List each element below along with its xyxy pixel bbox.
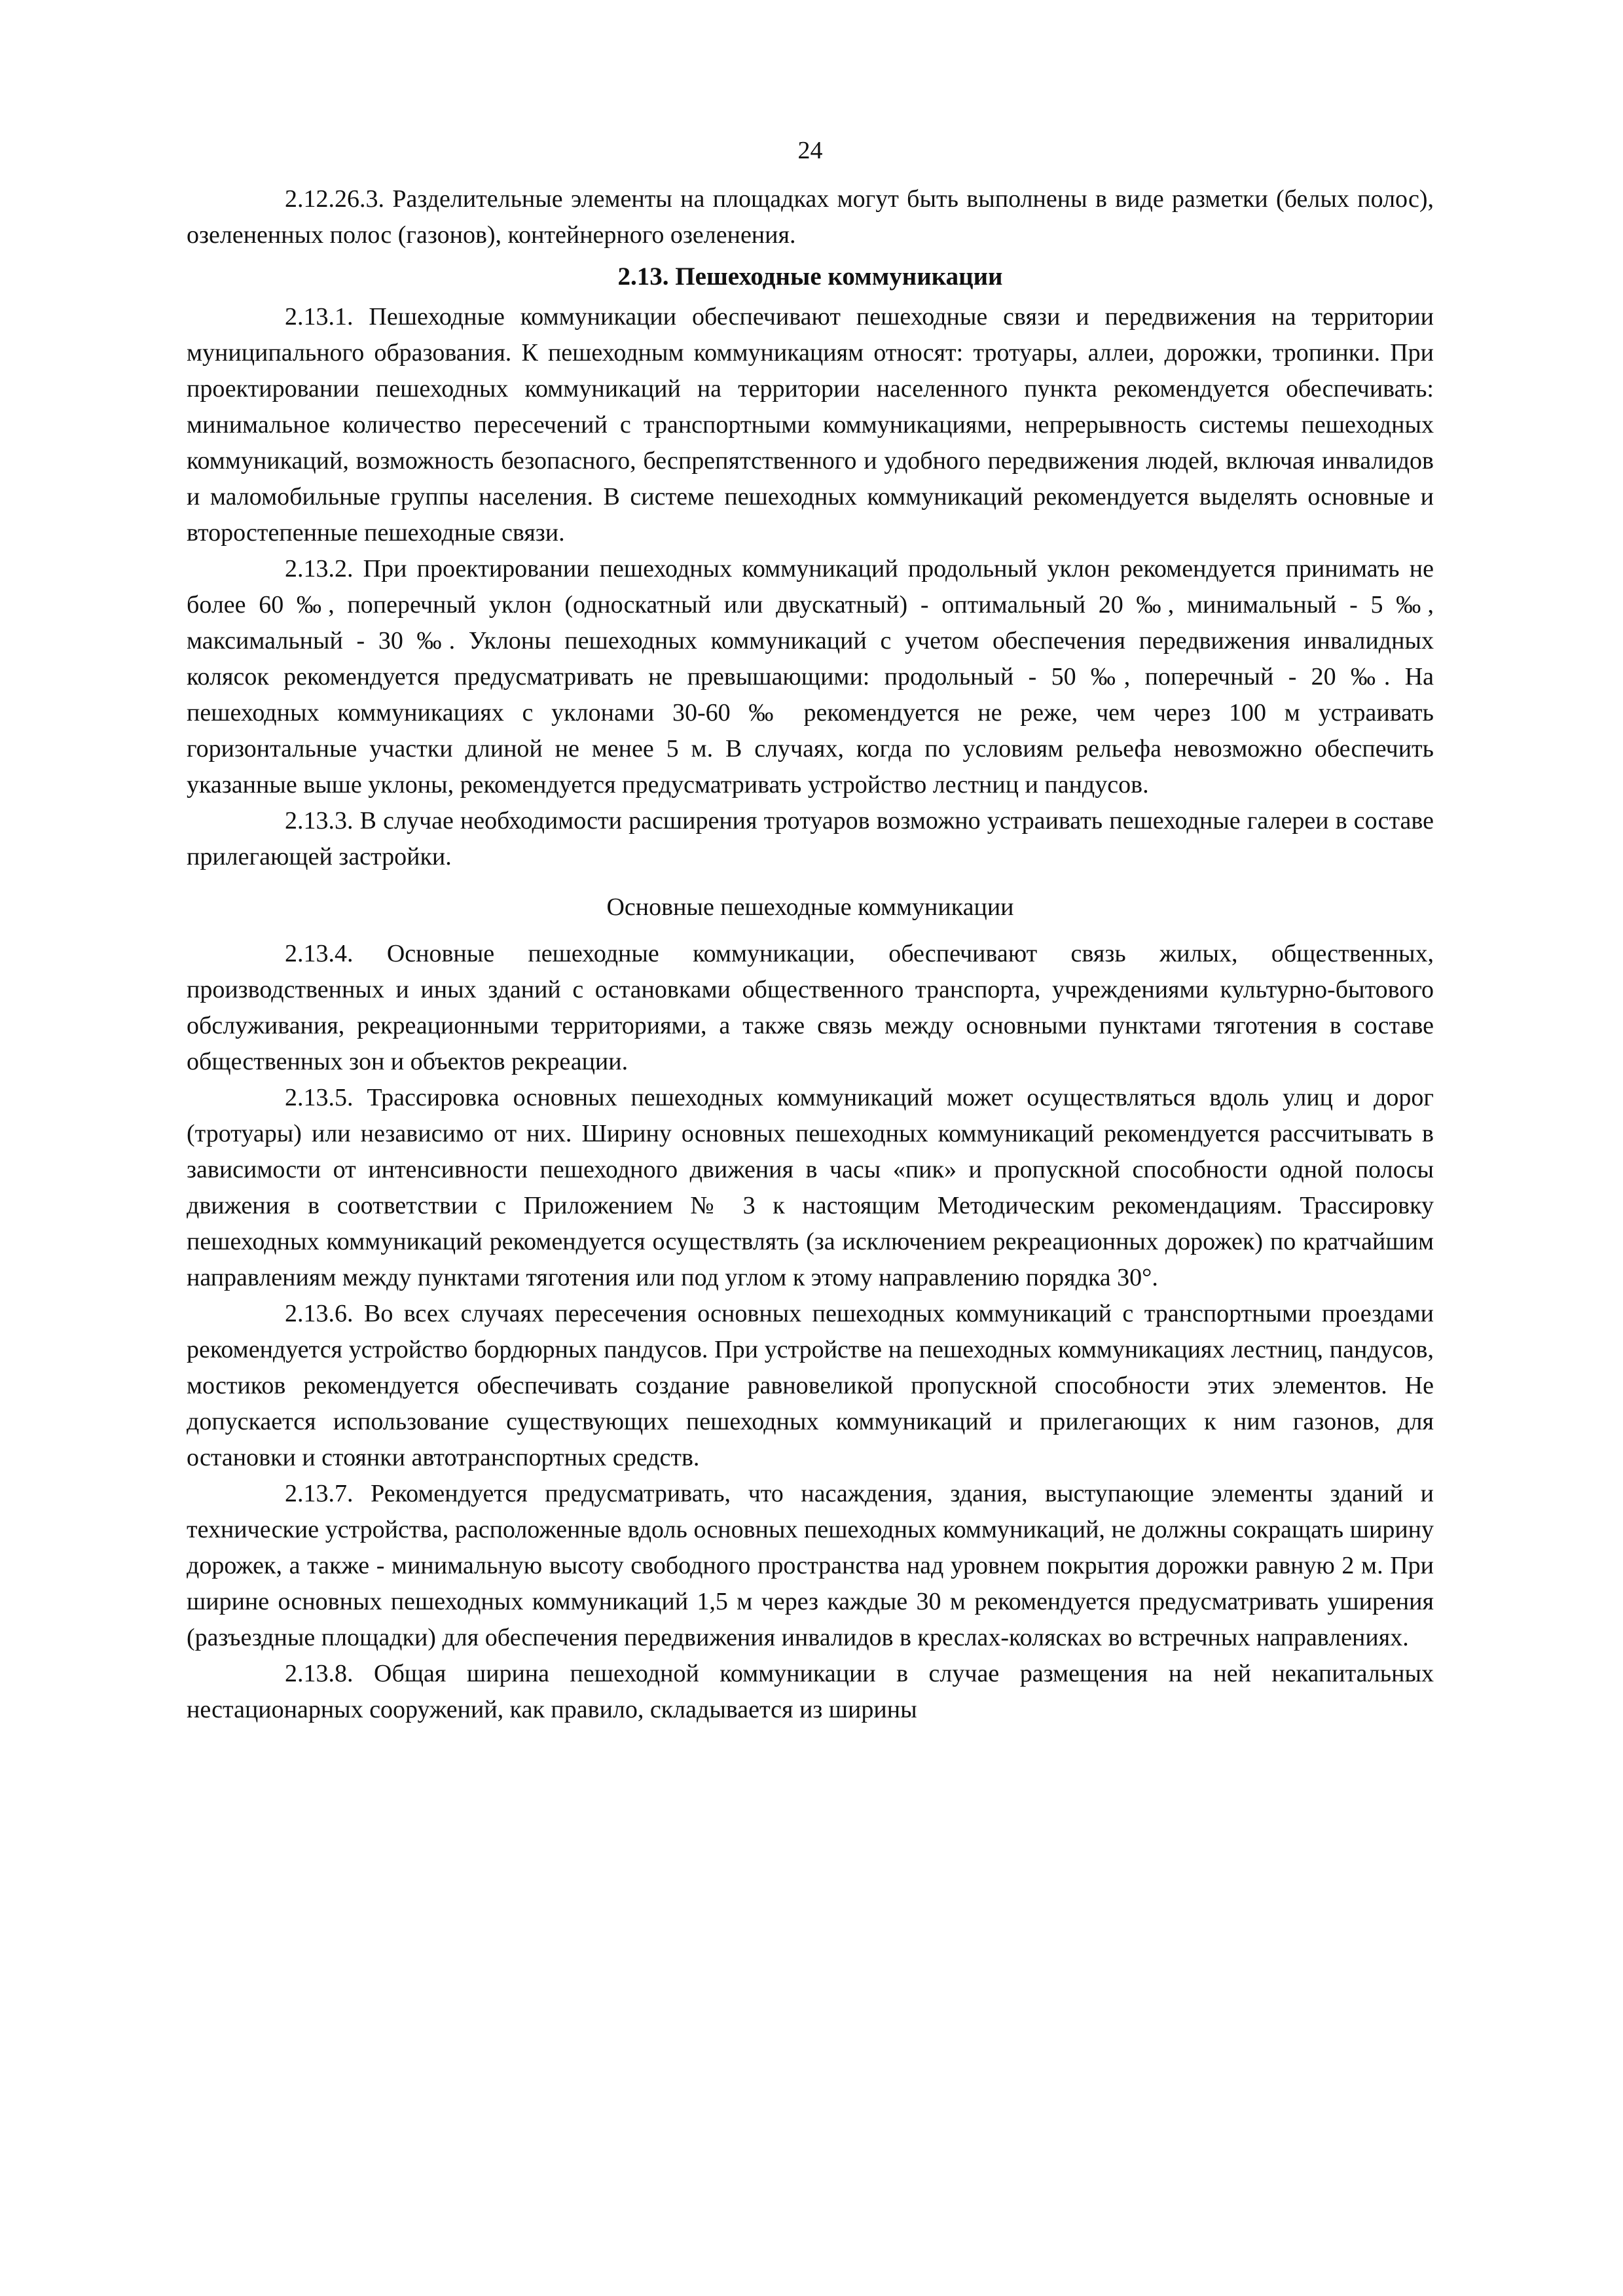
paragraph-2-13-5: [187, 1080, 1434, 1296]
paragraph-text: Общая ширина пешеходной коммуникации в случае размещения на ней некапитальных нестационарных сооружений, как правило, складывается из ширины: [187, 1660, 1434, 1723]
paragraph-number: 2.12.26.3.: [285, 185, 384, 213]
paragraph-text: Пешеходные коммуникации обеспечивают пешеходные связи и передвижения на территории муниципального образования. К пешеходным коммуникациям относят: тротуары, аллеи, дорожки, тропинки. При проектировании пешеходных коммуникаций на территории населенного пункта рекомендуется обеспечивать: минимальное количество пересечений с транспортными коммуникациями, непрерывность системы пешеходных коммуникаций, возможность безопасного, беспрепятственного и удобного передвижения людей, включая инвалидов и маломобильные группы населения. В системе пешеходных коммуникаций рекомендуется выделять основные и второстепенные пешеходные связи.: [187, 303, 1434, 547]
paragraph-number: 2.13.2.: [285, 555, 354, 583]
paragraph-number: 2.13.5.: [285, 1084, 354, 1111]
paragraph-text: Разделительные элементы на площадках могут быть выполнены в виде разметки (белых полос), озелененных полос (газонов), контейнерного озеленения.: [187, 185, 1434, 249]
paragraph-2-13-7: [187, 1476, 1434, 1656]
paragraph-number: 2.13.8.: [285, 1660, 354, 1687]
paragraph-number: 2.13.7.: [285, 1480, 354, 1507]
paragraph-2-13-8: [187, 1656, 1434, 1728]
paragraph-number: 2.13.3.: [285, 807, 354, 834]
paragraph-number: 2.13.6.: [285, 1300, 354, 1327]
paragraph-2-13-6: [187, 1296, 1434, 1476]
subsection-heading: Основные пешеходные коммуникации: [606, 893, 1014, 921]
paragraph-2-13-3: [187, 803, 1434, 875]
paragraph-2-12-26-3: [187, 181, 1434, 253]
paragraph-text: Во всех случаях пересечения основных пешеходных коммуникаций с транспортными проездами рекомендуется устройство бордюрных пандусов. При устройстве на пешеходных коммуникациях лестниц, пандусов, мостиков рекомендуется обеспечивать создание равновеликой пропускной способности этих элементов. Не допускается использование существующих пешеходных коммуникаций и прилегающих к ним газонов, для остановки и стоянки автотранспортных средств.: [187, 1300, 1434, 1471]
paragraph-text: При проектировании пешеходных коммуникаций продольный уклон рекомендуется принимать не более 60 ‰, поперечный уклон (односкатный или двускатный) - оптимальный 20 ‰, минимальный - 5 ‰, максимальный - 30 ‰. Уклоны пешеходных коммуникаций с учетом обеспечения передвижения инвалидных колясок рекомендуется предусматривать не превышающими: продольный - 50 ‰, поперечный - 20 ‰. На пешеходных коммуникациях с уклонами 30-60 ‰ рекомендуется не реже, чем через 100 м устраивать горизонтальные участки длиной не менее 5 м. В случаях, когда по условиям рельефа невозможно обеспечить указанные выше уклоны, рекомендуется предусматривать устройство лестниц и пандусов.: [187, 555, 1434, 798]
paragraph-text: В случае необходимости расширения тротуаров возможно устраивать пешеходные галереи в составе прилегающей застройки.: [187, 807, 1434, 870]
paragraph-text: Трассировка основных пешеходных коммуникаций может осуществляться вдоль улиц и дорог (тротуары) или независимо от них. Ширину основных пешеходных коммуникаций рекомендуется рассчитывать в зависимости от интенсивности пешеходного движения в часы «пик» и пропускной способности одной полосы движения в соответствии с Приложением № 3 к настоящим Методическим рекомендациям. Трассировку пешеходных коммуникаций рекомендуется осуществлять (за исключением рекреационных дорожек) по кратчайшим направлениям между пунктами тяготения или под углом к этому направлению порядка 30°.: [187, 1084, 1434, 1291]
paragraph-number: 2.13.4.: [285, 940, 354, 967]
paragraph-text: Основные пешеходные коммуникации, обеспечивают связь жилых, общественных, производственных и иных зданий с остановками общественного транспорта, учреждениями культурно-бытового обслуживания, рекреационными территориями, а также связь между основными пунктами тяготения в составе общественных зон и объектов рекреации.: [187, 940, 1434, 1075]
paragraph-2-13-1: [187, 299, 1434, 551]
paragraph-2-13-4: [187, 936, 1434, 1080]
section-heading: 2.13. Пешеходные коммуникации: [617, 262, 1003, 291]
paragraph-2-13-2: [187, 551, 1434, 803]
paragraph-number: 2.13.1.: [285, 303, 354, 331]
paragraph-text: Рекомендуется предусматривать, что насаждения, здания, выступающие элементы зданий и технические устройства, расположенные вдоль основных пешеходных коммуникаций, не должны сокращать ширину дорожек, а также - минимальную высоту свободного пространства над уровнем покрытия дорожки равную 2 м. При ширине основных пешеходных коммуникаций 1,5 м через каждые 30 м рекомендуется предусматривать уширения (разъездные площадки) для обеспечения передвижения инвалидов в креслах-колясках во встречных направлениях.: [187, 1480, 1434, 1651]
page-number: 24: [797, 137, 823, 164]
page-content: [187, 134, 1434, 1728]
